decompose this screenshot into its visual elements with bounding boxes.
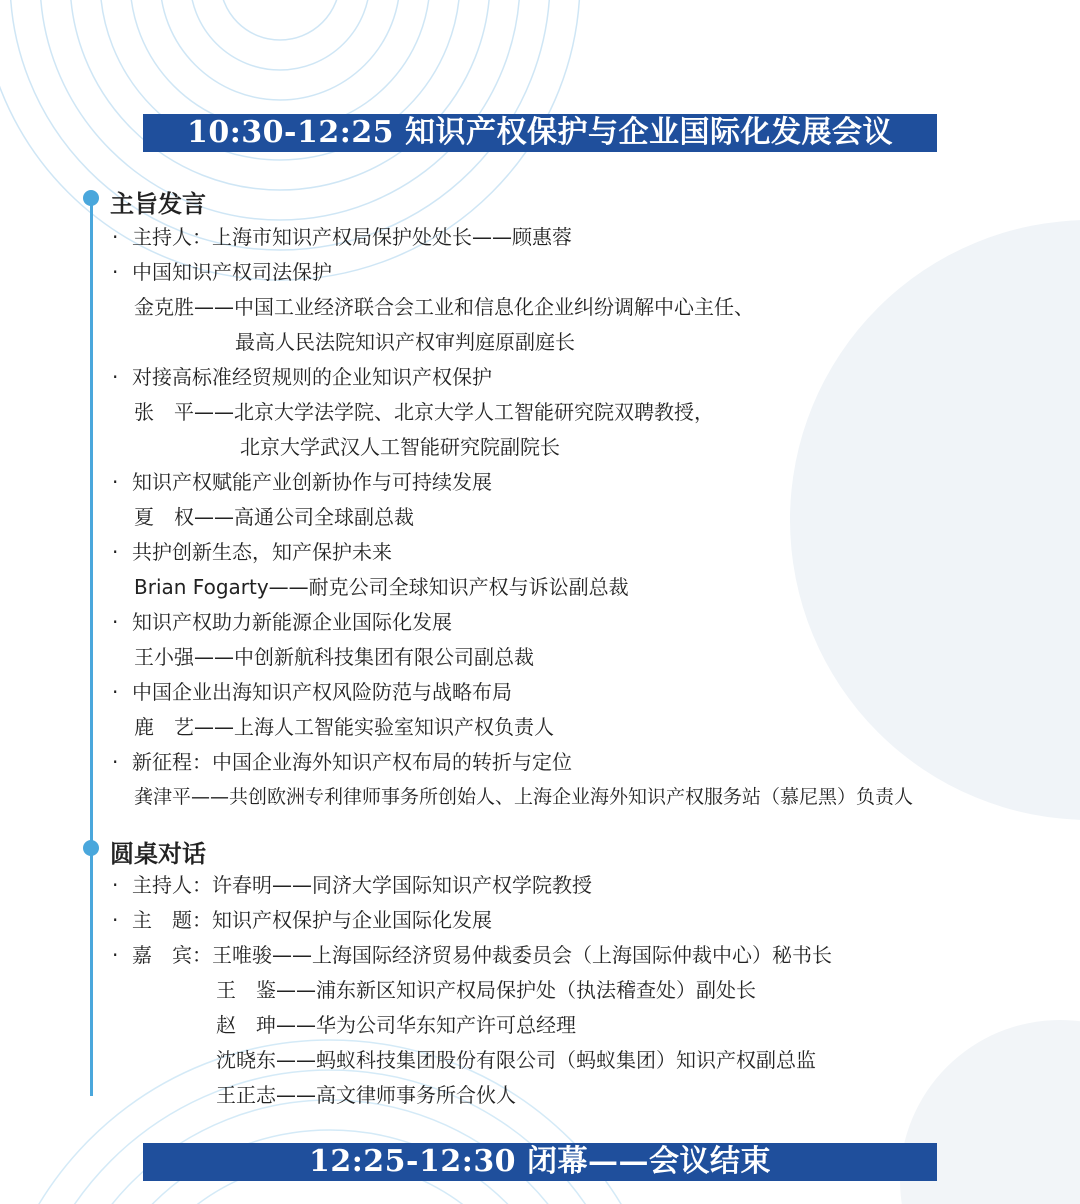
guest-line: 王 鉴——浦东新区知识产权局保护处（执法稽查处）副处长 xyxy=(216,978,756,1002)
agenda-item: · 知识产权赋能产业创新协作与可持续发展 xyxy=(112,470,492,494)
agenda-item: · 新征程：中国企业海外知识产权布局的转折与定位 xyxy=(112,750,572,774)
speaker-line: 龚津平——共创欧洲专利律师事务所创始人、上海企业海外知识产权服务站（慕尼黑）负责人 xyxy=(134,786,914,808)
agenda-item: · 共护创新生态，知产保护未来 xyxy=(112,540,392,564)
section-title-roundtable: 圆桌对话 xyxy=(110,840,206,868)
timeline-dot xyxy=(83,840,99,856)
guest-line: 王正志——高文律师事务所合伙人 xyxy=(216,1083,516,1107)
roundtable-host: · 主持人：许春明——同济大学国际知识产权学院教授 xyxy=(112,873,592,897)
speaker-line: 王小强——中创新航科技集团有限公司副总裁 xyxy=(134,645,534,669)
speaker-line: Brian Fogarty——耐克公司全球知识产权与诉讼副总裁 xyxy=(134,575,629,599)
guest-line: 赵 珅——华为公司华东知产许可总经理 xyxy=(216,1013,576,1037)
roundtable-guests: · 嘉 宾：王唯骏——上海国际经济贸易仲裁委员会（上海国际仲裁中心）秘书长 xyxy=(112,943,832,967)
speaker-line: 鹿 艺——上海人工智能实验室知识产权负责人 xyxy=(134,715,554,739)
speaker-line-cont: 最高人民法院知识产权审判庭原副庭长 xyxy=(235,330,575,354)
agenda-item: · 中国企业出海知识产权风险防范与战略布局 xyxy=(112,680,512,704)
guest-line: 沈晓东——蚂蚁科技集团股份有限公司（蚂蚁集团）知识产权副总监 xyxy=(216,1048,816,1072)
timeline-dot xyxy=(83,190,99,206)
speaker-line: 夏 权——高通公司全球副总裁 xyxy=(134,505,414,529)
closing-banner: 12:25-12:30 闭幕——会议结束 xyxy=(143,1143,937,1181)
timeline-line xyxy=(90,196,93,1096)
agenda-item: · 中国知识产权司法保护 xyxy=(112,260,332,284)
section-title-keynote: 主旨发言 xyxy=(110,190,206,218)
session-banner: 10:30-12:25 知识产权保护与企业国际化发展会议 xyxy=(143,114,937,152)
speaker-line: 张 平——北京大学法学院、北京大学人工智能研究院双聘教授， xyxy=(134,400,714,424)
speaker-line-cont: 北京大学武汉人工智能研究院副院长 xyxy=(240,435,560,459)
keynote-host: · 主持人：上海市知识产权局保护处处长——顾惠蓉 xyxy=(112,225,572,249)
agenda-item: · 知识产权助力新能源企业国际化发展 xyxy=(112,610,452,634)
speaker-line: 金克胜——中国工业经济联合会工业和信息化企业纠纷调解中心主任、 xyxy=(134,295,754,319)
agenda-item: · 对接高标准经贸规则的企业知识产权保护 xyxy=(112,365,492,389)
roundtable-theme: · 主 题：知识产权保护与企业国际化发展 xyxy=(112,908,492,932)
